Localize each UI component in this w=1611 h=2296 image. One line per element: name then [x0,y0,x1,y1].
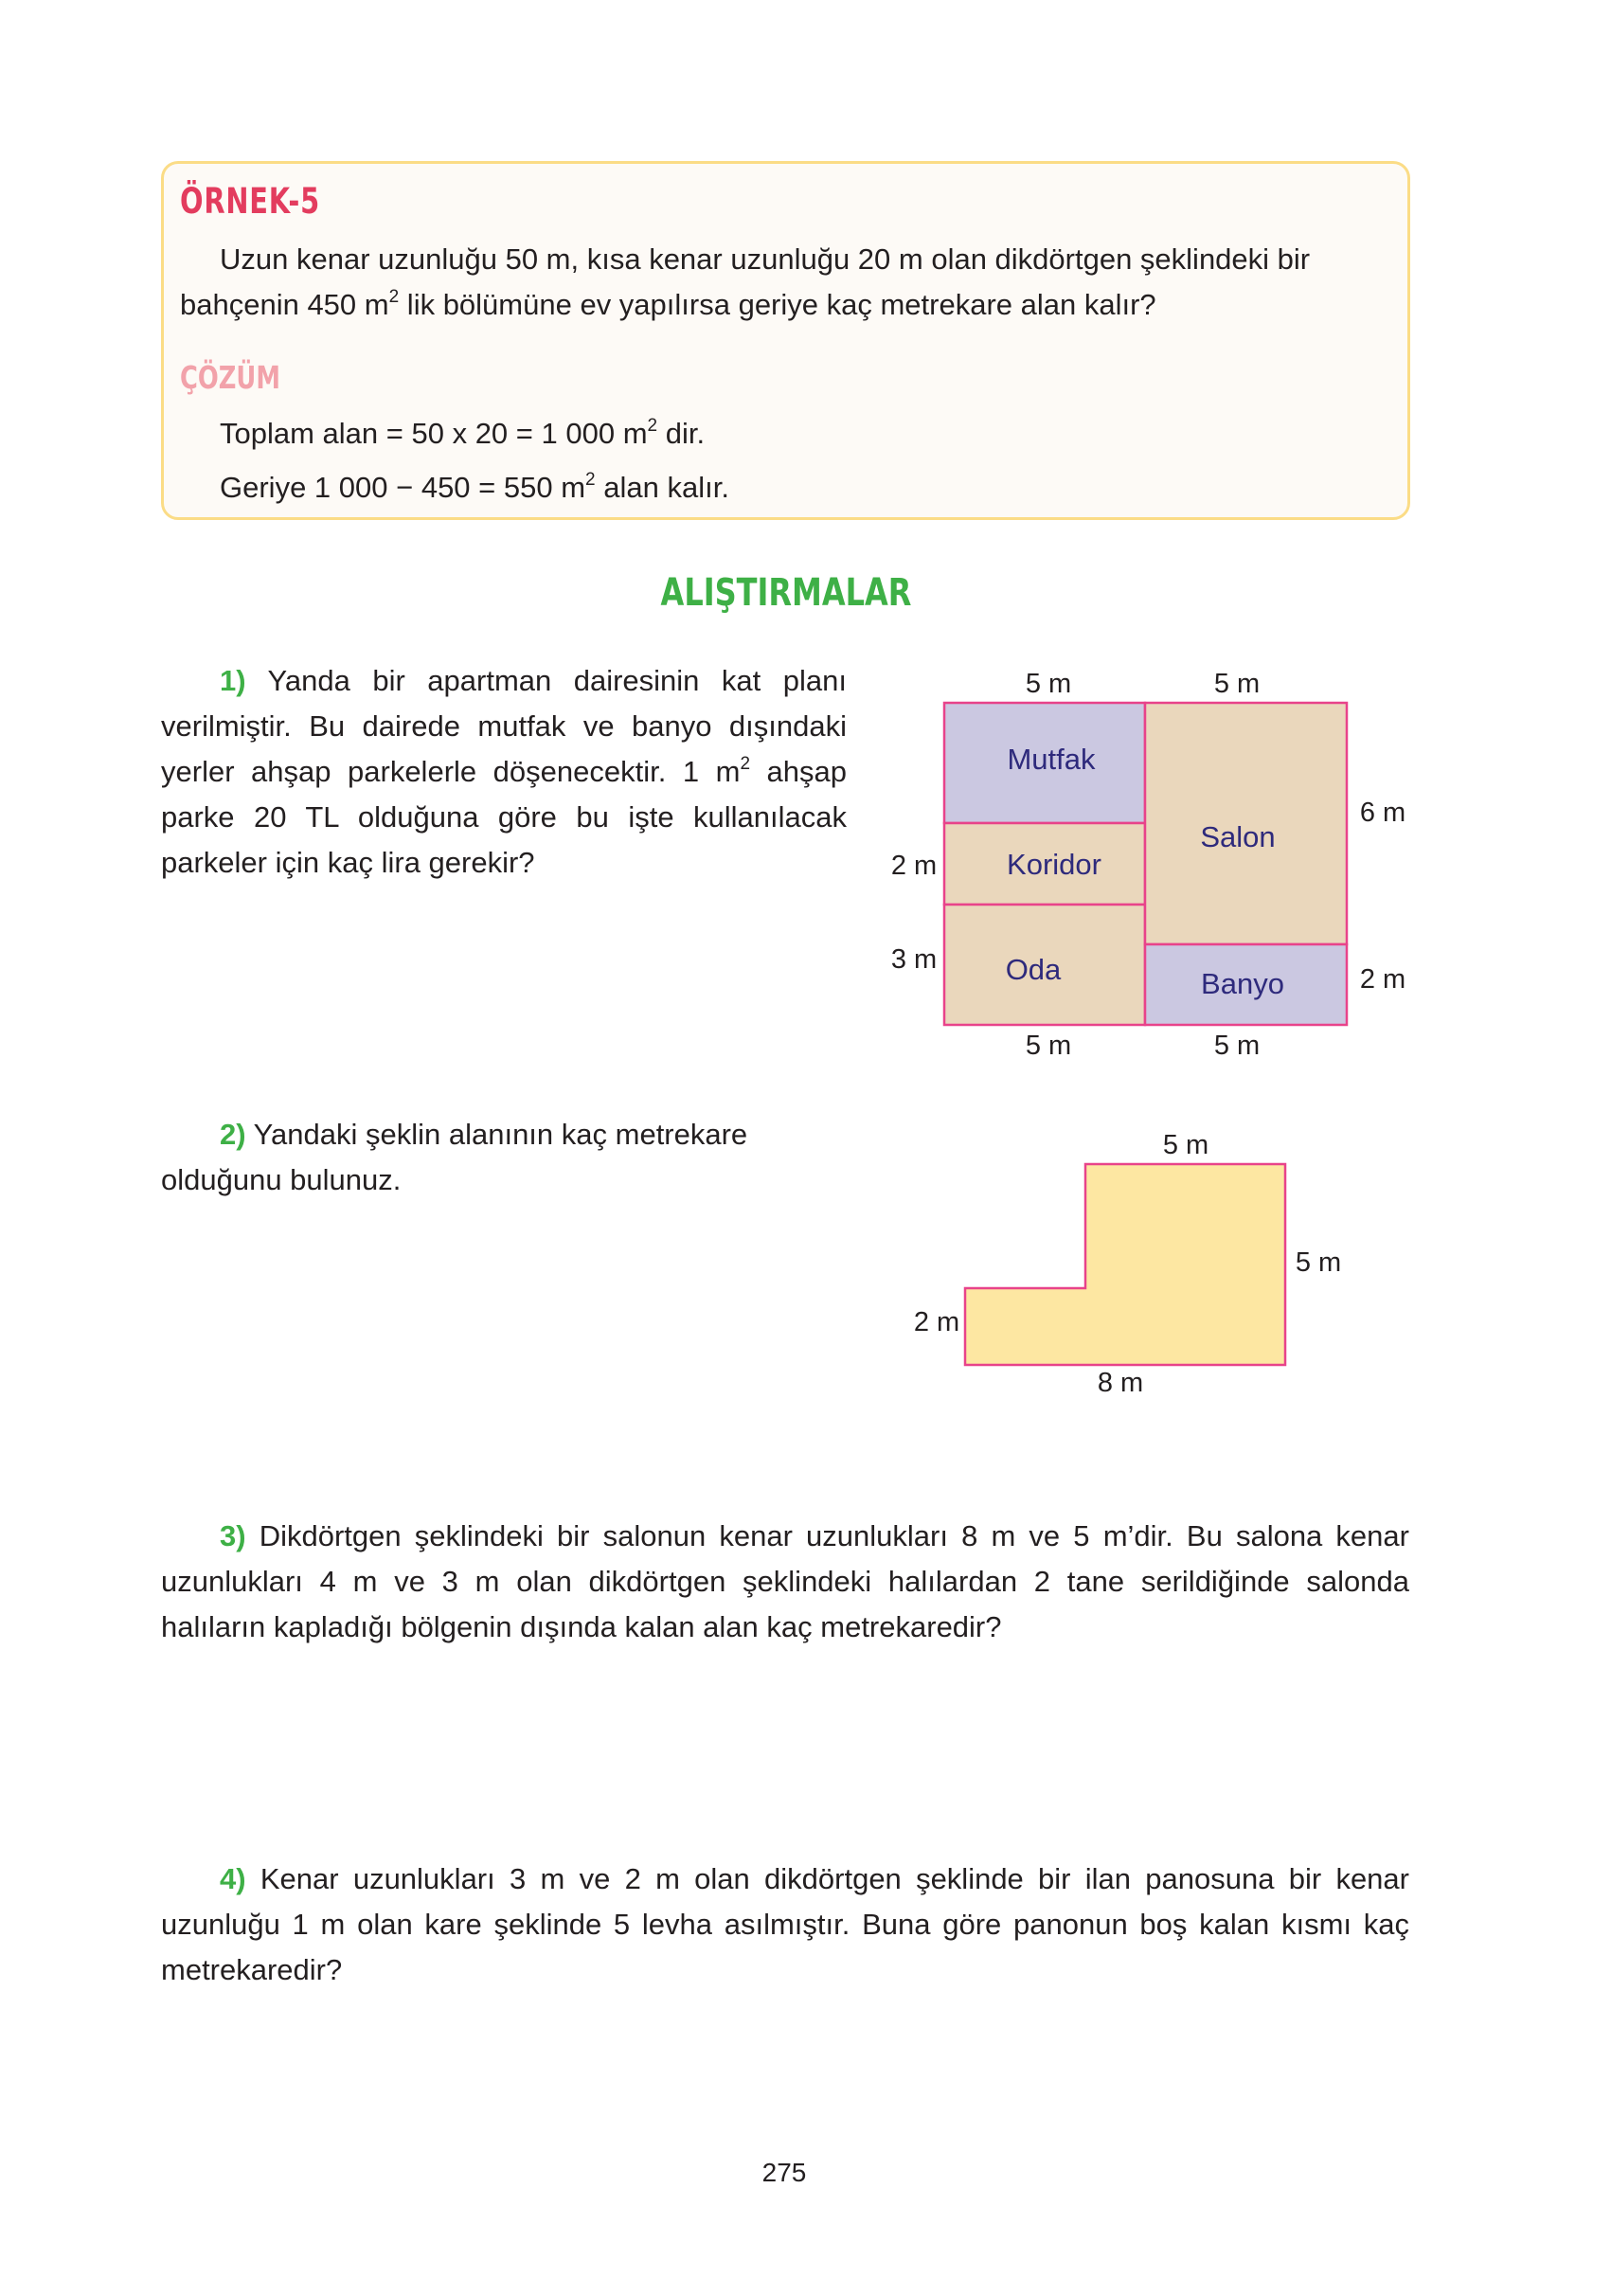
example-title: ÖRNEK-5 [180,181,321,222]
room-label-koridor: Koridor [1007,848,1101,881]
dim-left-lower: 3 m [890,944,938,975]
dim-bottom-left: 5 m [1025,1031,1072,1061]
solution-title: ÇÖZÜM [180,359,280,396]
solution-line1: Toplam alan = 50 x 20 = 1 000 $m^2$ dir. [220,416,706,450]
example-question-line1: Uzun kenar uzunluğu 50 m, kısa kenar uzunluğu 20 m olan dikdörtgen şeklindeki bir [220,242,1311,276]
dim-top-left: 5 m [1025,669,1072,699]
exercise-2: 2) Yandaki şeklin alanının kaç metrekare olduğunu bulunuz. [161,1118,748,1196]
exercise-1: 1) Yanda bir apartman dairesinin kat planı verilmiştir. Bu dairede mutfak ve banyo dışındaki yerler ahşap parkelerle döşenecektir. 1 $m^2$ ahşap parke 20 TL olduğuna göre bu işte kullanılacak parkeler için kaç lira gerekir? [161,664,847,879]
room-label-banyo: Banyo [1201,967,1284,1000]
dim-right-lower: 2 m [1359,964,1406,995]
dim-right-upper: 6 m [1359,798,1406,828]
exercise-3: 3) Dikdörtgen şeklindeki bir salonun kenar uzunlukları 8 m ve 5 m’dir. Bu salona kenar uzunlukları 4 m ve 3 m olan dikdörtgen şeklindeki halılardan 2 tane serildiğinde salonda halıların kapladığı bölgenin dışında kalan alan kaç metrekaredir? [161,1519,1409,1643]
dim-top-right: 5 m [1213,669,1261,699]
shape-dim-top: 5 m [1162,1130,1209,1160]
dim-left-upper: 2 m [890,851,938,881]
example-question-line2: bahçenin 450 $m^2$ lik bölümüne ev yapılırsa geriye kaç metrekare alan kalır? [180,287,1156,321]
solution-line2: Geriye 1 000 − 450 = 550 $m^2$ alan kalır. [220,470,729,504]
shape-dim-left: 2 m [913,1307,960,1337]
dim-bottom-right: 5 m [1213,1031,1261,1061]
room-label-mutfak: Mutfak [1007,743,1096,776]
room-label-oda: Oda [1005,953,1062,986]
section-title: ALIŞTIRMALAR [660,571,912,615]
l-shape [965,1164,1285,1365]
shape-dim-bottom: 8 m [1097,1368,1144,1398]
shape-dim-right: 5 m [1295,1247,1342,1278]
page-number: 275 [761,2158,807,2187]
exercise-4: 4) Kenar uzunlukları 3 m ve 2 m olan dikdörtgen şeklinde bir ilan panosuna bir kenar uzunluğu 1 m olan kare şeklinde 5 levha asılmıştır. Buna göre panonun boş kalan kısmı kaç metrekaredir? [161,1862,1409,1986]
room-label-salon: Salon [1200,820,1276,853]
